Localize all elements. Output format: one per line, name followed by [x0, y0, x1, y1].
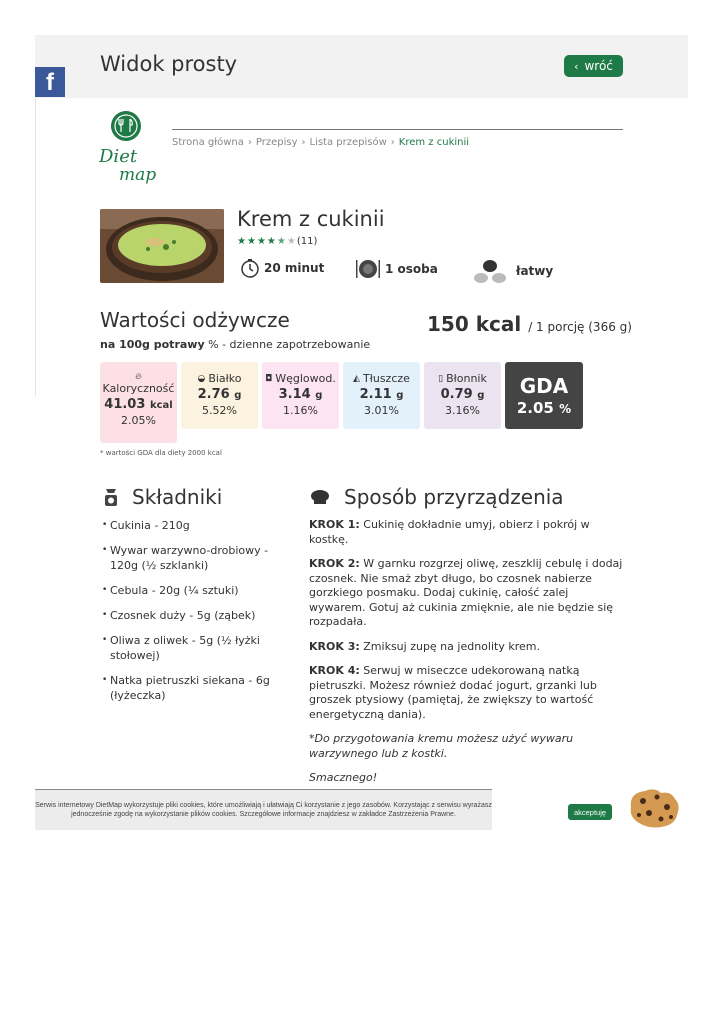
breadcrumb-divider	[172, 129, 623, 130]
card-unit: g	[315, 390, 323, 401]
card-percent: 3.16%	[445, 404, 480, 417]
gda-label: GDA	[519, 374, 569, 398]
facebook-icon[interactable]: f	[35, 67, 65, 97]
jar-icon: ▯	[438, 373, 444, 384]
card-percent: 3.01%	[364, 404, 399, 417]
gda-card	[505, 362, 583, 429]
prep-time-value: 20 minut	[264, 261, 325, 275]
card-value: 3.14	[278, 387, 311, 402]
prep-time	[240, 258, 324, 278]
step-label: KROK 2:	[309, 557, 360, 570]
card-percent: 5.52%	[202, 404, 237, 417]
rating-count: (11)	[296, 236, 318, 247]
scale-icon	[102, 487, 120, 507]
chef-hat-icon	[310, 489, 330, 505]
kcal-value: 150 kcal	[427, 312, 522, 336]
kcal-total	[427, 312, 632, 336]
method-closing: Smacznego!	[309, 771, 378, 784]
method-title: Sposób przyrządzenia	[344, 485, 564, 509]
breadcrumb-item-current: Krem z cukinii	[398, 137, 470, 148]
flame-icon: 🔥︎	[135, 372, 142, 382]
step-text: Cukinię dokładnie umyj, obierz i pokrój w kostkę.	[309, 518, 590, 546]
chevron-right-icon: ›	[247, 137, 252, 148]
step-text: Zmiksuj zupę na jednolity krem.	[359, 639, 540, 653]
step-label: KROK 1:	[309, 518, 360, 531]
step-text: Serwuj w miseczce udekorowaną natką pietruszki. Możesz również dodać jogurt, grzanki lub groszek ptysiowy (pamiętaj, że zwiększy to wartość energetyczną dania).	[309, 664, 597, 721]
card-value: 2.11	[359, 387, 392, 402]
step-text: W garnku rozgrzej oliwę, zeszklij cebulę i dodaj czosnek. Nie smaż zbyt długo, bo czosnek nabierze gorzkiego posmaku. Dodaj cukinię, całość zalej wywarem. Gotuj aż cukinia zmięknie, ale nie będzie się rozpadała.	[309, 557, 623, 628]
cookie-text: Serwis internetowy DietMap wykorzystuje pliki cookies, które umożliwiają i ułatwiają Ci korzystanie z jego zasobów. Korzystając z serwisu wyrażasz jednocześnie zgodę na wykorzystanie plików cookies. Szczegółowe informacje znajdziesz w zakładce Zastrzeżenia Prawne.	[35, 802, 492, 818]
list-item: • Cukinia - 210g	[102, 518, 272, 533]
chef-hats-icon	[472, 258, 508, 284]
gda-value: 2.05	[516, 399, 554, 417]
card-value: 41.03	[104, 397, 146, 412]
ingredients-list	[102, 518, 272, 713]
list-item: • Czosnek duży - 5g (ząbek)	[102, 608, 272, 623]
star-icon: ★	[246, 236, 256, 247]
breadcrumb	[172, 137, 469, 148]
recipe-photo	[100, 209, 224, 283]
plate-icon	[355, 258, 381, 280]
chevron-right-icon: ›	[390, 137, 395, 148]
logo-text-map: map	[119, 165, 157, 185]
card-label: Błonnik	[446, 372, 487, 385]
breadcrumb-item-home[interactable]: Strona główna	[172, 137, 244, 148]
page-title: Widok prosty	[100, 52, 238, 76]
gda-unit: %	[559, 402, 572, 416]
nutrition-title: Wartości odżywcze	[100, 308, 290, 332]
back-button[interactable]	[564, 55, 623, 77]
per100-note	[100, 338, 370, 351]
cookie-banner	[35, 789, 492, 830]
card-unit: g	[234, 390, 242, 401]
nutrition-card-carbs	[262, 362, 339, 429]
card-value: 0.79	[440, 387, 473, 402]
card-label: Tłuszcze	[363, 372, 410, 385]
dietmap-logo[interactable]	[99, 110, 163, 186]
card-value: 2.76	[197, 387, 230, 402]
nutrition-card-calories	[100, 362, 177, 443]
star-icon: ★	[237, 236, 246, 247]
sugar-cube-icon: ◘	[265, 373, 273, 384]
divider	[35, 98, 36, 396]
breadcrumb-item-recipes[interactable]: Przepisy	[255, 137, 298, 148]
nutrition-card-fiber	[424, 362, 501, 429]
kcal-portion: / 1 porcję (366 g)	[528, 320, 632, 334]
list-item: • Wywar warzywno-drobiowy - 120g (½ szklanki)	[102, 543, 272, 573]
chevron-right-icon: ›	[301, 137, 306, 148]
difficulty-value: łatwy	[516, 264, 554, 278]
step	[309, 640, 625, 655]
half-star-icon: ★	[276, 236, 286, 247]
chevron-left-icon: ‹	[574, 59, 579, 73]
step-label: KROK 3:	[309, 639, 360, 653]
card-unit: g	[396, 390, 404, 401]
difficulty	[472, 258, 553, 284]
card-unit: g	[477, 390, 485, 401]
cookie-icon	[627, 787, 681, 829]
card-label: Białko	[208, 372, 242, 385]
per100-bold: na 100g potrawy	[100, 338, 205, 351]
bowl-icon: ◒	[197, 373, 206, 384]
nutrition-card-fat	[343, 362, 420, 429]
list-item: • Oliwa z oliwek - 5g (½ łyżki stołowej)	[102, 633, 272, 663]
servings	[355, 258, 438, 280]
logo-text-diet: Diet	[99, 146, 138, 167]
card-label: Kaloryczność	[102, 382, 175, 395]
nutrition-card-protein	[181, 362, 258, 429]
method-heading	[310, 485, 564, 509]
gda-note: * wartości GDA dla diety 2000 kcal	[100, 449, 222, 457]
card-unit: kcal	[149, 400, 173, 411]
list-item: • Cebula - 20g (¼ sztuki)	[102, 583, 272, 598]
card-percent: 1.16%	[283, 404, 318, 417]
card-percent: 2.05%	[121, 414, 156, 427]
step	[309, 557, 625, 630]
ingredients-heading	[102, 485, 222, 509]
card-label: Węglowod.	[275, 372, 336, 385]
per100-rest: % - dzienne zapotrzebowanie	[204, 338, 371, 351]
empty-star-icon: ★	[286, 236, 296, 247]
breadcrumb-item-recipe-list[interactable]: Lista przepisów	[309, 137, 387, 148]
accept-cookies-button[interactable]: akceptuję	[568, 804, 612, 820]
star-icon: ★	[266, 236, 276, 247]
list-item: • Natka pietruszki siekana - 6g (łyżeczka)	[102, 673, 272, 703]
ingredients-title: Składniki	[132, 485, 223, 509]
clock-icon	[240, 258, 260, 278]
step	[309, 664, 625, 722]
top-bar	[35, 35, 688, 98]
recipe-title: Krem z cukinii	[237, 207, 385, 231]
back-button-label: wróć	[584, 59, 613, 73]
star-icon: ★	[256, 236, 266, 247]
step	[309, 518, 625, 547]
method-tip: *Do przygotowania kremu możesz użyć wywaru warzywnego lub z kostki.	[309, 732, 574, 760]
step-label: KROK 4:	[309, 664, 360, 677]
recipe-rating[interactable]	[237, 236, 317, 247]
cheese-icon: ◭	[353, 373, 360, 384]
method-steps	[309, 518, 625, 796]
servings-value: 1 osoba	[385, 262, 438, 276]
